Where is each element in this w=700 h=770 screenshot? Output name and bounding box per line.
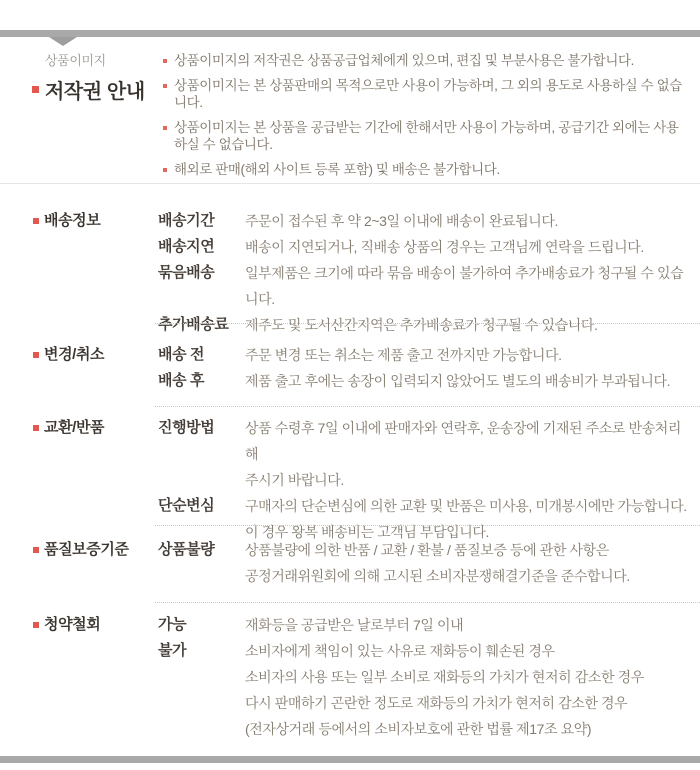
section-body	[158, 612, 700, 742]
section-header	[0, 612, 158, 742]
section-title: 배송정보	[44, 212, 101, 229]
bullet-square-icon	[33, 425, 39, 431]
section-body	[158, 342, 700, 394]
bullet-square-icon	[163, 168, 167, 172]
section-divider	[0, 183, 700, 184]
list-item	[163, 161, 685, 178]
row-label: 배송 전	[158, 346, 205, 363]
policy-row	[158, 234, 700, 260]
section-divider	[155, 406, 700, 407]
policy-row	[158, 342, 700, 368]
row-label: 불가	[158, 642, 187, 659]
policy-row	[158, 537, 700, 589]
row-content	[245, 260, 700, 312]
section-title: 품질보증기준	[44, 541, 129, 558]
row-content	[245, 312, 700, 338]
bullet-square-icon	[163, 59, 167, 63]
row-content	[245, 208, 700, 234]
copyright-heading-block	[32, 50, 162, 104]
row-text: 배송이 지연되거나, 직배송 상품의 경우는 고객님께 연락을 드립니다.	[245, 239, 644, 255]
copyright-notice-list	[163, 52, 685, 186]
policy-row	[158, 260, 700, 312]
section-title: 변경/취소	[44, 346, 105, 363]
bullet-square-icon	[33, 622, 39, 628]
section-header	[0, 342, 158, 394]
row-content	[245, 234, 700, 260]
copyright-item-text: 상품이미지는 본 상품을 공급받는 기간에 한해서만 사용이 가능하며, 공급기간 외에는 사용하실 수 없습니다.	[174, 120, 679, 152]
section-withdrawal	[0, 612, 700, 742]
section-quality-assurance	[0, 537, 700, 589]
row-text: 이 경우 왕복 배송비는 고객님 부담입니다.	[245, 524, 490, 540]
row-text: 공정거래위원회에 의해 고시된 소비자분쟁해결기준을 준수합니다.	[245, 568, 630, 584]
section-divider	[155, 525, 700, 526]
row-label: 추가배송료	[158, 316, 229, 333]
policy-row	[158, 612, 700, 638]
row-label: 가능	[158, 616, 187, 633]
policy-row	[158, 368, 700, 394]
copyright-item-text: 상품이미지의 저작권은 상품공급업체에게 있으며, 편집 및 부분사용은 불가합니다.	[174, 53, 634, 68]
row-content	[245, 537, 700, 589]
row-text: 주문 변경 또는 취소는 제품 출고 전까지만 가능합니다.	[245, 347, 562, 363]
section-title: 교환/반품	[44, 419, 105, 436]
bullet-square-icon	[32, 86, 39, 93]
list-item	[163, 119, 685, 153]
bullet-square-icon	[33, 547, 39, 553]
section-header	[0, 415, 158, 545]
row-content	[245, 368, 700, 394]
arrow-down-icon	[49, 37, 77, 46]
section-header	[0, 208, 158, 338]
section-change-cancel	[0, 342, 700, 394]
copyright-item-text: 해외로 판매(해외 사이트 등록 포함) 및 배송은 불가합니다.	[174, 162, 500, 177]
section-body	[158, 208, 700, 338]
row-label: 배송기간	[158, 212, 215, 229]
row-text: 상품 수령후 7일 이내에 판매자와 연락후, 운송장에 기재된 주소로 반송처리해	[245, 420, 682, 462]
row-label: 배송지연	[158, 238, 215, 255]
row-text: 소비자의 사용 또는 일부 소비로 재화등의 가치가 현저히 감소한 경우	[245, 669, 644, 685]
copyright-title: 저작권 안내	[45, 81, 145, 103]
row-text: 재화등을 공급받은 날로부터 7일 이내	[245, 617, 464, 633]
row-text: (전자상거래 등에서의 소비자보호에 관한 법률 제17조 요약)	[245, 721, 592, 737]
bullet-square-icon	[33, 218, 39, 224]
top-divider-bar	[0, 30, 700, 37]
row-text: 주문이 접수된 후 약 2~3일 이내에 배송이 완료됩니다.	[245, 213, 558, 229]
row-label: 묶음배송	[158, 264, 215, 281]
policy-row	[158, 208, 700, 234]
bullet-square-icon	[33, 352, 39, 358]
row-text: 상품불량에 의한 반품 / 교환 / 환불 / 품질보증 등에 관한 사항은	[245, 542, 609, 558]
row-label: 배송 후	[158, 372, 205, 389]
row-text: 주시기 바랍니다.	[245, 472, 344, 488]
row-text: 다시 판매하기 곤란한 정도로 재화등의 가치가 현저히 감소한 경우	[245, 695, 628, 711]
list-item	[163, 77, 685, 111]
policy-row	[158, 415, 700, 493]
copyright-eyebrow: 상품이미지	[45, 53, 106, 68]
section-header	[0, 537, 158, 589]
bullet-square-icon	[163, 126, 167, 130]
row-text: 소비자에게 책임이 있는 사유로 재화등이 훼손된 경우	[245, 643, 555, 659]
policy-row	[158, 638, 700, 742]
row-text: 제주도 및 도서산간지역은 추가배송료가 청구될 수 있습니다.	[245, 317, 598, 333]
copyright-item-text: 상품이미지는 본 상품판매의 목적으로만 사용이 가능하며, 그 외의 용도로 사용하실 수 없습니다.	[174, 78, 682, 110]
list-item	[163, 52, 685, 69]
section-shipping-info	[0, 208, 700, 338]
row-label: 상품불량	[158, 541, 215, 558]
row-content	[245, 638, 700, 742]
row-content	[245, 612, 700, 638]
row-label: 단순변심	[158, 497, 215, 514]
policy-row	[158, 312, 700, 338]
row-content	[245, 415, 700, 493]
bottom-divider-bar	[0, 756, 700, 763]
row-text: 제품 출고 후에는 송장이 입력되지 않았어도 별도의 배송비가 부과됩니다.	[245, 373, 671, 389]
section-title: 청약철회	[44, 616, 101, 633]
section-divider	[155, 602, 700, 603]
section-divider	[155, 323, 700, 324]
section-body	[158, 537, 700, 589]
row-text: 일부제품은 크기에 따라 묶음 배송이 불가하여 추가배송료가 청구될 수 있습니다.	[245, 265, 684, 307]
row-content	[245, 342, 700, 368]
copyright-title-row	[32, 75, 162, 104]
bullet-square-icon	[163, 84, 167, 88]
row-label: 진행방법	[158, 419, 215, 436]
row-text: 구매자의 단순변심에 의한 교환 및 반품은 미사용, 미개봉시에만 가능합니다.	[245, 498, 687, 514]
